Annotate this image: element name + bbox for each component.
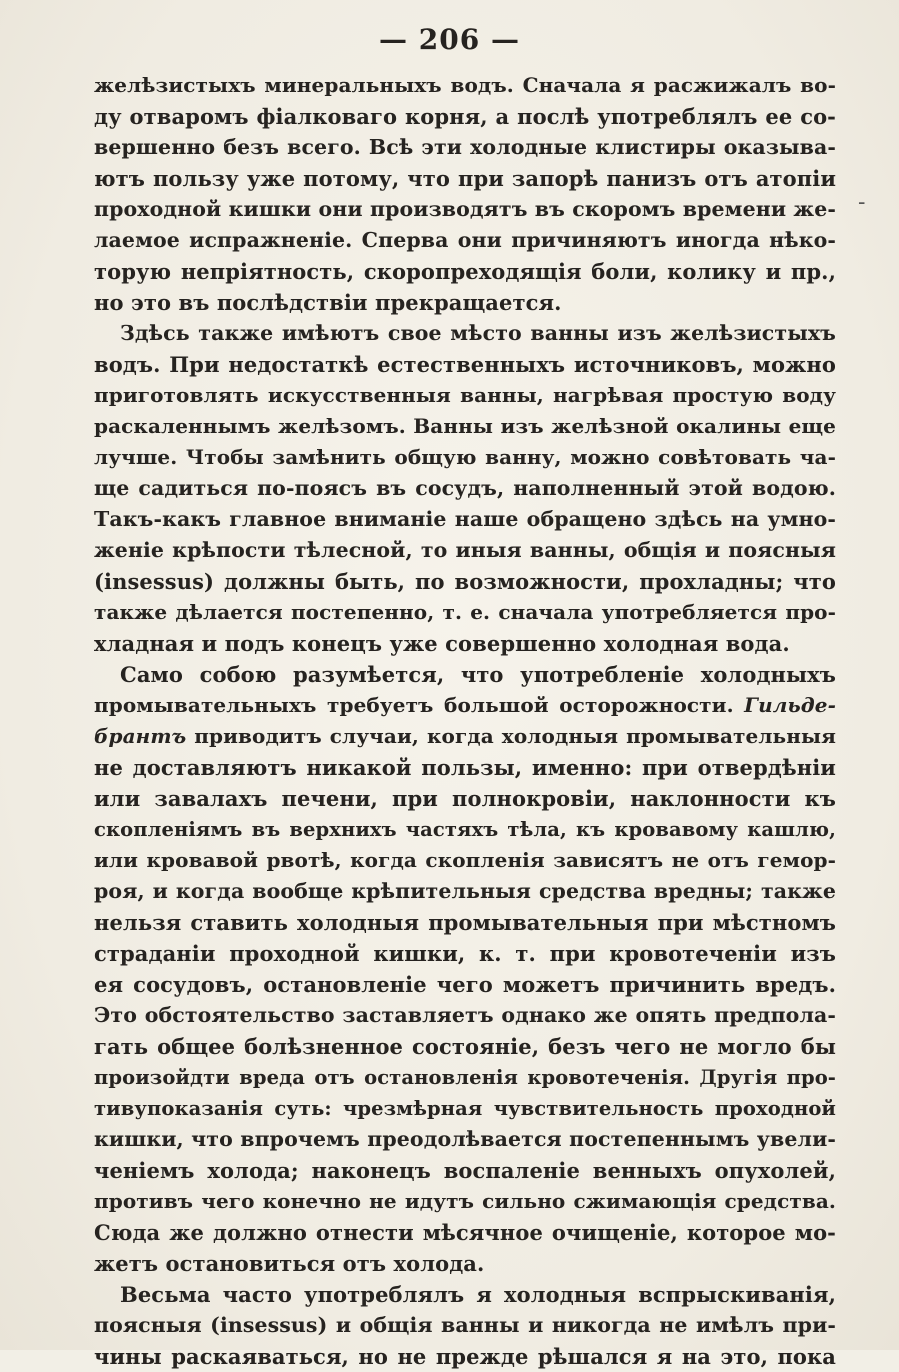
margin-mark: - (858, 190, 866, 215)
text-line: нельзя ставить холодныя промывательныя при мѣстномъ (94, 910, 836, 935)
text-line: или кровавой рвотѣ, когда скопленiя зависятъ не отъ гемор- (94, 848, 836, 872)
text-line: ще садиться по-поясъ въ сосудъ, наполненный этой водою. (94, 476, 836, 500)
text-line: ченiемъ холода; наконецъ воспаленiе венныхъ опухолей, (94, 1158, 836, 1183)
text-line: но это въ послѣдствiи прекращается. (94, 290, 562, 315)
text-line: (insessus) должны быть, по возможности, прохладны; что (94, 569, 836, 594)
text-line: торую непрiятность, скоропреходящiя боли, колику и пр., (94, 259, 836, 284)
text-line: поясныя (insessus) и общiя ванны и никогда не имѣлъ при- (94, 1313, 836, 1337)
line-text: промывательныхъ требуетъ большой осторожности. (94, 693, 745, 717)
text-line: чины раскаяваться, но не прежде рѣшался я на это, пока (94, 1344, 836, 1369)
text-line: ютъ пользу уже потому, что при запорѣ панизъ отъ атопiи (94, 166, 836, 191)
text-line: гать общее болѣзненное состоянiе, безъ чего не могло бы (94, 1034, 836, 1059)
text-line: произойдти вреда отъ остановленiя кровотеченiя. Другiя про- (94, 1066, 836, 1089)
text-line: Здѣсь также имѣютъ свое мѣсто ванны изъ желѣзистыхъ (120, 321, 836, 345)
text-line: водъ. При недостаткѣ естественныхъ источниковъ, можно (94, 352, 836, 377)
text-line: приготовлять искусственныя ванны, нагрѣвая простую воду (94, 383, 836, 407)
text-line: также дѣлается постепенно, т. е. сначала употребляется про- (94, 600, 836, 624)
text-line: вершенно безъ всего. Всѣ эти холодные клистиры оказыва- (94, 135, 836, 159)
text-line: Это обстоятельство заставляетъ однако же опять предпола- (94, 1003, 836, 1027)
text-line: тивупоказанiя суть: чрезмѣрная чувствительность проходной (94, 1097, 836, 1120)
text-line: Само собою разумѣется, что употребленiе холодныхъ (120, 662, 836, 687)
text-line: женiе крѣпости тѣлесной, то иныя ванны, общiя и поясныя (94, 538, 836, 562)
text-line-with-italic (94, 690, 836, 721)
text-line-with-italic (94, 721, 836, 752)
italic-name: брантъ (94, 724, 187, 748)
line-text: приводитъ случаи, когда холодныя промывательныя (186, 724, 836, 748)
text-line: лаемое испражненiе. Сперва они причиняютъ иногда нѣко- (94, 228, 836, 252)
text-line: хладная и подъ конецъ уже совершенно холодная вода. (94, 631, 790, 656)
text-line: ея сосудовъ, остановленiе чего можетъ причинить вредъ. (94, 972, 836, 997)
text-line: желѣзистыхъ минеральныхъ водъ. Сначала я расжижалъ во- (94, 73, 836, 97)
text-line: противъ чего конечно не идутъ сильно сжимающiя средства. (94, 1189, 836, 1213)
text-line: Весьма часто употреблялъ я холодныя вспрыскиванiя, (120, 1282, 836, 1307)
text-line: Сюда же должно отнести мѣсячное очищенiе, которое мо- (94, 1220, 836, 1245)
text-line: не доставляютъ никакой пользы, именно: при отвердѣнiи (94, 755, 836, 780)
text-line: лучше. Чтобы замѣнить общую ванну, можно совѣтовать ча- (94, 445, 836, 469)
page-number: — 206 — (379, 23, 520, 56)
text-line: проходной кишки они производятъ въ скоромъ времени же- (94, 197, 836, 221)
text-line: ду отваромъ фiалковаго корня, а послѣ употреблялъ ее со- (94, 104, 836, 129)
text-line: страданiи проходной кишки, к. т. при кровотеченiи изъ (94, 941, 836, 966)
italic-name: Гильде- (744, 693, 836, 717)
body-text (94, 70, 836, 1372)
text-line: жетъ остановиться отъ холода. (94, 1251, 485, 1276)
text-line: кишки, что впрочемъ преодолѣвается постепеннымъ увели- (94, 1127, 836, 1151)
text-line: или завалахъ печени, при полнокровiи, наклонности къ (94, 786, 836, 811)
text-line: скопленiямъ въ верхнихъ частяхъ тѣла, къ кровавому кашлю, (94, 818, 836, 841)
text-line: Такъ-какъ главное вниманiе наше обращено здѣсь на умно- (94, 507, 836, 531)
text-line: раскаленнымъ желѣзомъ. Ванны изъ желѣзной окалины еще (94, 414, 836, 438)
text-line: роя, и когда вообще крѣпительныя средства вредны; также (94, 879, 836, 903)
